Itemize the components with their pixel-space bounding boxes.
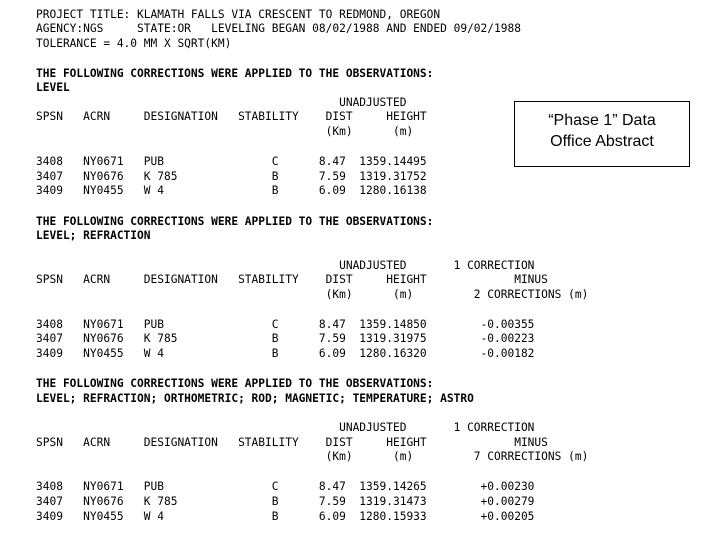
- callout-line-1: “Phase 1” Data: [548, 112, 656, 129]
- section2-title: THE FOLLOWING CORRECTIONS WERE APPLIED TO THE OBSERVATIONS:: [36, 215, 434, 228]
- section2-subtitle: LEVEL; REFRACTION: [36, 229, 151, 242]
- phase-1-callout: [514, 101, 690, 167]
- agency-line: AGENCY:NGS STATE:OR LEVELING BEGAN 08/02/1988 AND ENDED 09/02/1988: [36, 22, 521, 35]
- section2-row: 3408 NY0671 PUB C 8.47 1359.14850 -0.00355: [36, 318, 535, 331]
- section3-header-3: (Km) (m) 7 CORRECTIONS (m): [36, 450, 589, 463]
- section3-row: 3407 NY0676 K 785 B 7.59 1319.31473 +0.00279: [36, 495, 535, 508]
- section1-row: 3408 NY0671 PUB C 8.47 1359.14495: [36, 155, 427, 168]
- section2-row: 3407 NY0676 K 785 B 7.59 1319.31975 -0.00223: [36, 332, 535, 345]
- section1-header-2: SPSN ACRN DESIGNATION STABILITY DIST HEIGHT: [36, 110, 427, 123]
- section3-subtitle: LEVEL; REFRACTION; ORTHOMETRIC; ROD; MAGNETIC; TEMPERATURE; ASTRO: [36, 392, 474, 405]
- section1-row: 3407 NY0676 K 785 B 7.59 1319.31752: [36, 170, 427, 183]
- section3-row: 3409 NY0455 W 4 B 6.09 1280.15933 +0.00205: [36, 510, 535, 523]
- section3-header-1: UNADJUSTED 1 CORRECTION: [36, 421, 535, 434]
- section1-header-3: (Km) (m): [36, 125, 414, 138]
- section1-header-1: UNADJUSTED: [36, 96, 407, 109]
- section3-row: 3408 NY0671 PUB C 8.47 1359.14265 +0.00230: [36, 480, 535, 493]
- section2-header-1: UNADJUSTED 1 CORRECTION: [36, 259, 535, 272]
- tolerance-line: TOLERANCE = 4.0 MM X SQRT(KM): [36, 37, 232, 50]
- project-title-line: PROJECT TITLE: KLAMATH FALLS VIA CRESCENT TO REDMOND, OREGON: [36, 8, 441, 21]
- callout-line-2: Office Abstract: [550, 133, 654, 150]
- section3-title: THE FOLLOWING CORRECTIONS WERE APPLIED TO THE OBSERVATIONS:: [36, 377, 434, 390]
- section1-title: THE FOLLOWING CORRECTIONS WERE APPLIED TO THE OBSERVATIONS:: [36, 67, 434, 80]
- section1-row: 3409 NY0455 W 4 B 6.09 1280.16138: [36, 184, 427, 197]
- section2-header-2: SPSN ACRN DESIGNATION STABILITY DIST HEIGHT MINUS: [36, 273, 548, 286]
- section1-subtitle: LEVEL: [36, 81, 70, 94]
- section2-header-3: (Km) (m) 2 CORRECTIONS (m): [36, 288, 589, 301]
- section3-header-2: SPSN ACRN DESIGNATION STABILITY DIST HEIGHT MINUS: [36, 436, 548, 449]
- section2-row: 3409 NY0455 W 4 B 6.09 1280.16320 -0.00182: [36, 347, 535, 360]
